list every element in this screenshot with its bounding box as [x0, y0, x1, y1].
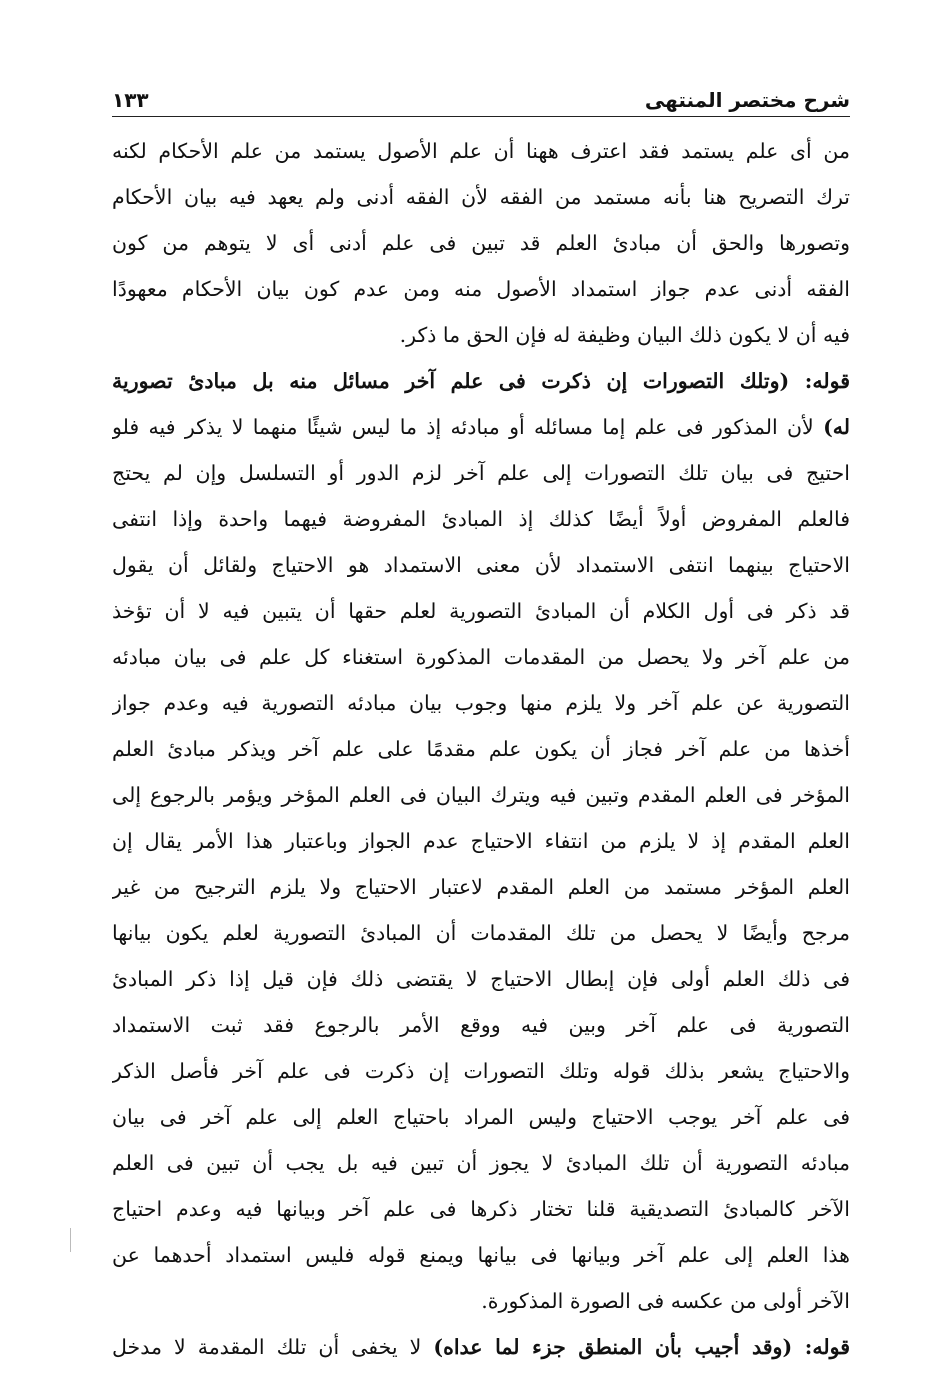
text-line [112, 1048, 850, 1094]
line-text: الفقه أدنى عدم جواز استمداد الأصول منه ومن عدم كون بيان الأحكام معهودًا [112, 277, 850, 301]
running-title: شرح مختصر المنتهى [644, 88, 850, 112]
text-line [112, 128, 850, 174]
text-line [112, 956, 850, 1002]
text-line [112, 404, 850, 450]
text-line [112, 1232, 850, 1278]
text-line [112, 726, 850, 772]
text-line [112, 772, 850, 818]
text-line [112, 1002, 850, 1048]
bold-lemma: قوله: (وتلك التصورات إن ذكرت فى علم آخر مسائل منه بل مبادئ تصورية [112, 369, 850, 393]
text-line [112, 818, 850, 864]
text-line [112, 1186, 850, 1232]
line-text: احتيج فى بيان تلك التصورات إلى علم آخر لزم الدور أو التسلسل وإن لم يحتج [112, 461, 850, 485]
line-text: التصورية فى علم آخر وبين فيه ووقع الأمر بالرجوع فقد ثبت الاستمداد [112, 1013, 850, 1037]
line-text: لأن المذكور فى علم إما مسائله أو مبادئه إذ ما ليس شيئًا منهما لا يذكر فيه فلو [112, 415, 824, 439]
page-header [112, 78, 850, 112]
line-text: فى علم آخر يوجب الاحتياج وليس المراد باحتياج العلم إلى علم آخر فى بيان [112, 1105, 850, 1129]
text-line [112, 266, 850, 312]
bold-lemma: له) [823, 415, 850, 439]
body-text [112, 128, 850, 1370]
line-text: مرجح وأيضًا لا يحصل من تلك المقدمات أن المبادئ التصورية لعلم يكون بيانها [112, 921, 850, 945]
line-text: من أى علم يستمد فقد اعترف ههنا أن علم الأصول يستمد من علم الأحكام لكنه [112, 139, 850, 163]
line-text: فالعلم المفروض أولاً أيضًا كذلك إذ المبادئ المفروضة فيهما واحدة وإذا انتفى [112, 507, 850, 531]
line-text: الآخر كالمبادئ التصديقية قلنا تختار ذكرها فى علم آخر وبيانها فيه وعدم احتياج [112, 1197, 850, 1221]
line-text: العلم المؤخر مستمد من العلم المقدم لاعتبار الاحتياج ولا يلزم الترجيح من غير [112, 875, 850, 899]
line-text: فى ذلك العلم أولى فإن إبطال الاحتياج لا يقتضى ذلك فإن قيل إذا ذكر المبادئ [112, 967, 850, 991]
text-line [112, 864, 850, 910]
line-text: مبادئه التصورية أن تلك المبادئ لا يجوز أن تبين فيه بل يجب أن تبين فى العلم [112, 1151, 850, 1175]
text-line [112, 1094, 850, 1140]
margin-mark [70, 1228, 71, 1252]
text-line [112, 450, 850, 496]
line-text: من علم آخر ولا يحصل من المقدمات المذكورة استغناء كل علم فى بيان مبادئه [112, 645, 850, 669]
text-line [112, 358, 850, 404]
text-line [112, 496, 850, 542]
text-line [112, 1278, 850, 1324]
line-text: الاحتياج بينهما انتفى الاستمداد لأن معنى الاستمداد هو الاحتياج ولقائل أن يقول [112, 553, 850, 577]
line-text: ترك التصريح هنا بأنه مستمد من الفقه لأن الفقه أدنى ولم يعهد فيه بيان الأحكام [112, 185, 850, 209]
line-text: هذا العلم إلى علم آخر وبيانها فى بيانها ويمنع قوله فليس استمداد أحدهما عن [112, 1243, 850, 1267]
line-text: والاحتياج يشعر بذلك قوله وتلك التصورات إن ذكرت فى علم آخر فأصل الذكر [112, 1059, 850, 1083]
page-number: ١٣٣ [112, 88, 149, 112]
line-text: لا يخفى أن تلك المقدمة لا مدخل [112, 1335, 434, 1359]
text-line [112, 542, 850, 588]
bold-lemma: قوله: (وقد أجيب بأن المنطق جزء لما عداه) [433, 1335, 850, 1359]
line-text: المؤخر فى العلم المقدم وتبين فيه ويترك البيان فى العلم المؤخر ويؤمر بالرجوع إلى [112, 783, 850, 807]
text-line [112, 680, 850, 726]
text-line [112, 910, 850, 956]
text-line [112, 588, 850, 634]
line-text: أخذها من علم آخر فجاز أن يكون علم مقدمًا على علم آخر ويذكر مبادئ العلم [112, 737, 850, 761]
text-line [112, 312, 850, 358]
line-text: العلم المقدم إذ لا يلزم من انتفاء الاحتياج عدم الجواز وباعتبار هذا الأمر يقال إن [112, 829, 850, 853]
text-line [112, 174, 850, 220]
line-text: التصورية عن علم آخر ولا يلزم منها وجوب بيان مبادئه التصورية فيه وعدم جواز [112, 691, 850, 715]
line-text: فيه أن لا يكون ذلك البيان وظيفة له فإن الحق ما ذكر. [399, 323, 850, 347]
text-line [112, 1140, 850, 1186]
text-line [112, 1324, 850, 1370]
line-text: الآخر أولى من عكسه فى الصورة المذكورة. [481, 1289, 850, 1313]
line-text: قد ذكر فى أول الكلام أن المبادئ التصورية لعلم حقها أن يتبين فيه لا أن تؤخذ [112, 599, 850, 623]
line-text: وتصورها والحق أن مبادئ العلم قد تبين فى علم أدنى أى لا يتوهم من كون [112, 231, 850, 255]
text-line [112, 634, 850, 680]
text-line [112, 220, 850, 266]
header-divider [112, 116, 850, 117]
